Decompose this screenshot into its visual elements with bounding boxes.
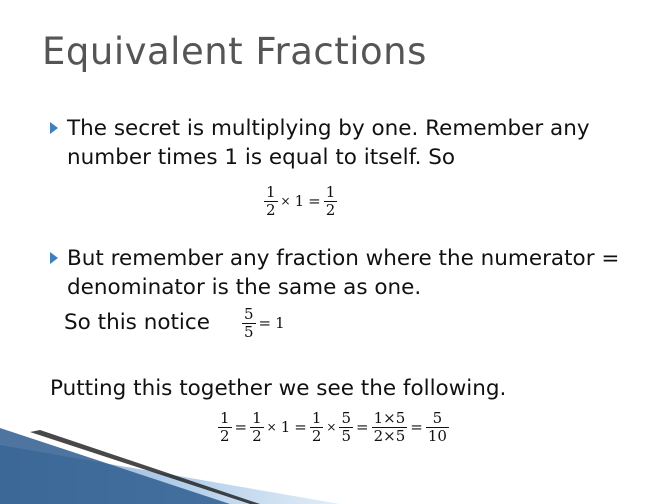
equals-sign: =	[258, 314, 272, 332]
fraction-e: $\frac{1\times 5}{2\times 5}$	[373, 409, 406, 445]
bullet-item-1	[50, 114, 650, 172]
fraction-d: $\frac{5}{5}$	[341, 409, 352, 445]
putting-together-text: Putting this together we see the following.	[50, 376, 507, 401]
times-sign: ×	[326, 420, 337, 434]
notice-text: So this notice	[64, 310, 210, 335]
bullet-text-2: But remember any fraction where the numerator = denominator is the same as one.	[67, 246, 620, 300]
bullet-item-2	[50, 244, 650, 302]
fraction-c: $\frac{1}{2}$	[311, 409, 322, 445]
fraction-five-fifths: $\frac{5}{5}$	[244, 305, 254, 341]
one: 1	[294, 192, 305, 210]
fraction-b: $\frac{1}{2}$	[252, 409, 262, 445]
times-sign: ×	[280, 194, 291, 208]
bullet-arrow-icon	[50, 122, 58, 134]
fraction-g: $\frac{5}{10}$	[427, 409, 447, 445]
slide-title: Equivalent Fractions	[42, 30, 427, 73]
equals-sign: =	[410, 418, 423, 436]
equals-sign: =	[308, 192, 321, 210]
equals-sign: =	[356, 418, 369, 436]
times-sign: ×	[266, 420, 277, 434]
bullet-text-1: The secret is multiplying by one. Remember any number times 1 is equal to itself. So	[67, 116, 590, 170]
one: 1	[275, 314, 285, 332]
equals-sign: =	[234, 418, 248, 436]
equation-five-fifths	[241, 306, 287, 341]
bullet-arrow-icon	[50, 252, 58, 264]
equation-chain	[217, 410, 450, 445]
fraction-one-half: $\frac{1}{2}$	[266, 183, 276, 219]
equals-sign: =	[294, 418, 307, 436]
fraction-one-half-result: $\frac{1}{2}$	[325, 183, 336, 219]
equation-half-times-one	[263, 184, 338, 219]
fraction-a: $\frac{1}{2}$	[220, 409, 230, 445]
one: 1	[280, 418, 291, 436]
wedge-dark	[0, 428, 230, 504]
